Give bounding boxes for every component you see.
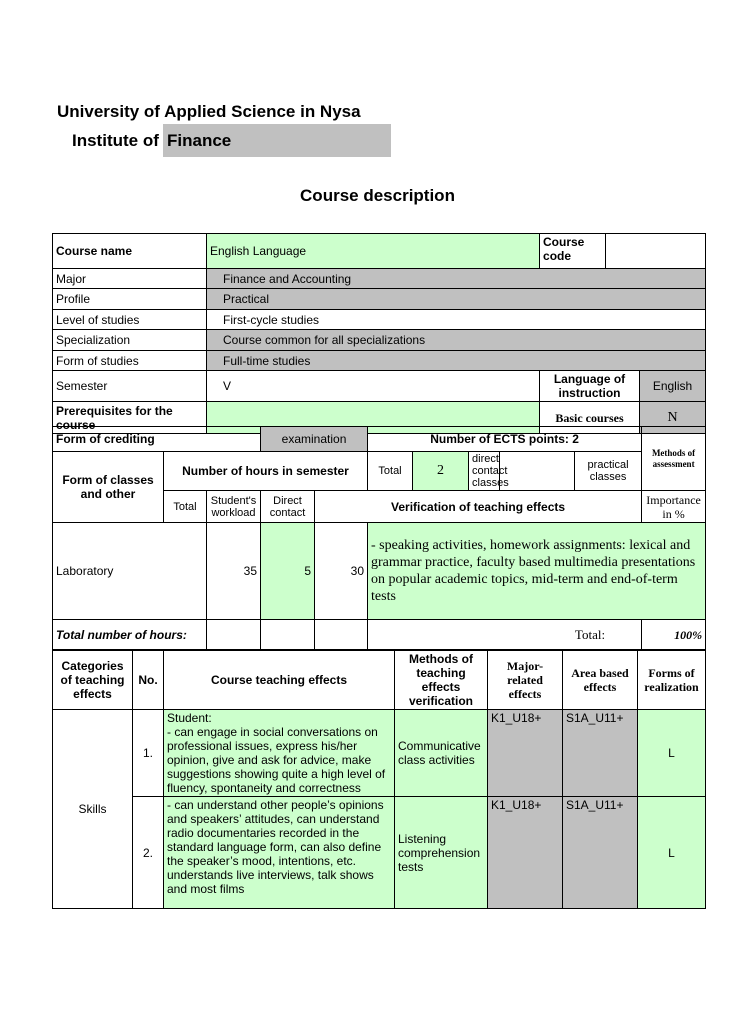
hours-in-semester-label: Number of hours in semester — [164, 452, 368, 491]
table-row — [53, 797, 706, 909]
effect-method: Listening comprehension tests — [395, 797, 488, 909]
col-total-label: Total — [164, 491, 207, 523]
effect-text: - can understand other people’s opinions and speakers’ attitudes, can understand radio documentaries recorded in the standard language form, can also define the speaker’s mood, intentions, etc. understands live interviews, talk shows and most films — [164, 797, 395, 909]
effect-no: 2. — [133, 797, 164, 909]
form-of-classes-label: Form of classes and other — [53, 452, 164, 523]
specialization-value: Course common for all specializations — [207, 330, 706, 351]
language-label: Language of instruction — [540, 371, 640, 402]
laboratory-direct: 30 — [315, 523, 368, 620]
level-value: First-cycle studies — [207, 310, 706, 330]
basic-courses-value: N — [640, 402, 706, 434]
teaching-effects-table — [52, 650, 706, 909]
effect-major: K1_U18+ — [488, 710, 563, 797]
major-effects-header: Major-related effects — [488, 651, 563, 710]
no-header: No. — [133, 651, 164, 710]
effect-method: Communicative class activities — [395, 710, 488, 797]
form-of-studies-label: Form of studies — [53, 351, 207, 371]
effect-text: Student: - can engage in social conversations on professional issues, express his/her opinion, give and ask for advice, make suggestions showing quite a high level of fluency, spontaneity and correctness — [164, 710, 395, 797]
university-name: University of Applied Science in Nysa — [57, 102, 361, 121]
forms-header: Forms of realization — [638, 651, 706, 710]
effect-form: L — [638, 797, 706, 909]
categories-header: Categories of teaching effects — [53, 651, 133, 710]
total-hours-label: Total number of hours: — [53, 620, 207, 650]
level-label: Level of studies — [53, 310, 207, 330]
effect-major: K1_U18+ — [488, 797, 563, 909]
effect-area: S1A_U11+ — [563, 710, 638, 797]
direct-contact-label: direct contact classes — [469, 452, 500, 491]
ects-points-label: Number of ECTS points: 2 — [368, 427, 642, 452]
methods-header: Methods of teaching effects verification — [395, 651, 488, 710]
direct-contact-value — [500, 452, 575, 491]
major-label: Major — [53, 269, 207, 289]
semester-label: Semester — [53, 371, 207, 402]
basic-courses-label: Basic courses — [540, 402, 640, 434]
laboratory-verification-text: - speaking activities, homework assignments: lexical and grammar practice, faculty based multimedia presentations on popular academic topics, mid-term and end-of-term tests — [371, 538, 696, 604]
course-code-label: Course code — [540, 234, 606, 269]
col-direct-label: Direct contact — [261, 491, 315, 523]
verification-label: Verification of teaching effects — [315, 491, 642, 523]
page-title: Course description — [300, 186, 455, 205]
laboratory-label: Laboratory — [53, 523, 207, 620]
institute-label: Institute of — [72, 131, 159, 150]
area-effects-header: Area based effects — [563, 651, 638, 710]
major-value: Finance and Accounting — [207, 269, 706, 289]
totals-total-label: Total: — [368, 620, 642, 650]
practical-classes-label: practical classes — [575, 452, 642, 491]
laboratory-verification — [368, 523, 706, 620]
course-info-table — [52, 233, 706, 434]
total-value: 2 — [413, 452, 469, 491]
table-row — [53, 710, 706, 797]
course-name-value: English Language — [207, 234, 540, 269]
importance-label: Importance in % — [642, 491, 706, 523]
effect-no: 1. — [133, 710, 164, 797]
profile-label: Profile — [53, 289, 207, 310]
form-of-studies-value: Full-time studies — [207, 351, 706, 371]
col-workload-label: Student's workload — [207, 491, 261, 523]
totals-total-value: 100% — [642, 620, 706, 650]
crediting-table — [52, 426, 706, 650]
course-name-label: Course name — [53, 234, 207, 269]
profile-value: Practical — [207, 289, 706, 310]
prerequisites-label: Prerequisites for the course — [53, 402, 207, 434]
course-code-value — [606, 234, 706, 269]
institute-value: Finance — [167, 131, 232, 150]
methods-of-assessment-label: Methods of assessment — [642, 427, 706, 491]
total-label: Total — [368, 452, 413, 491]
laboratory-workload: 5 — [261, 523, 315, 620]
form-of-crediting-label: Form of crediting — [53, 427, 261, 452]
specialization-label: Specialization — [53, 330, 207, 351]
course-effects-header: Course teaching effects — [164, 651, 395, 710]
semester-value: V — [207, 371, 540, 402]
language-value: English — [640, 371, 706, 402]
effect-form: L — [638, 710, 706, 797]
skills-category: Skills — [53, 710, 133, 909]
laboratory-total: 35 — [207, 523, 261, 620]
form-of-crediting-value: examination — [261, 427, 368, 452]
effect-area: S1A_U11+ — [563, 797, 638, 909]
